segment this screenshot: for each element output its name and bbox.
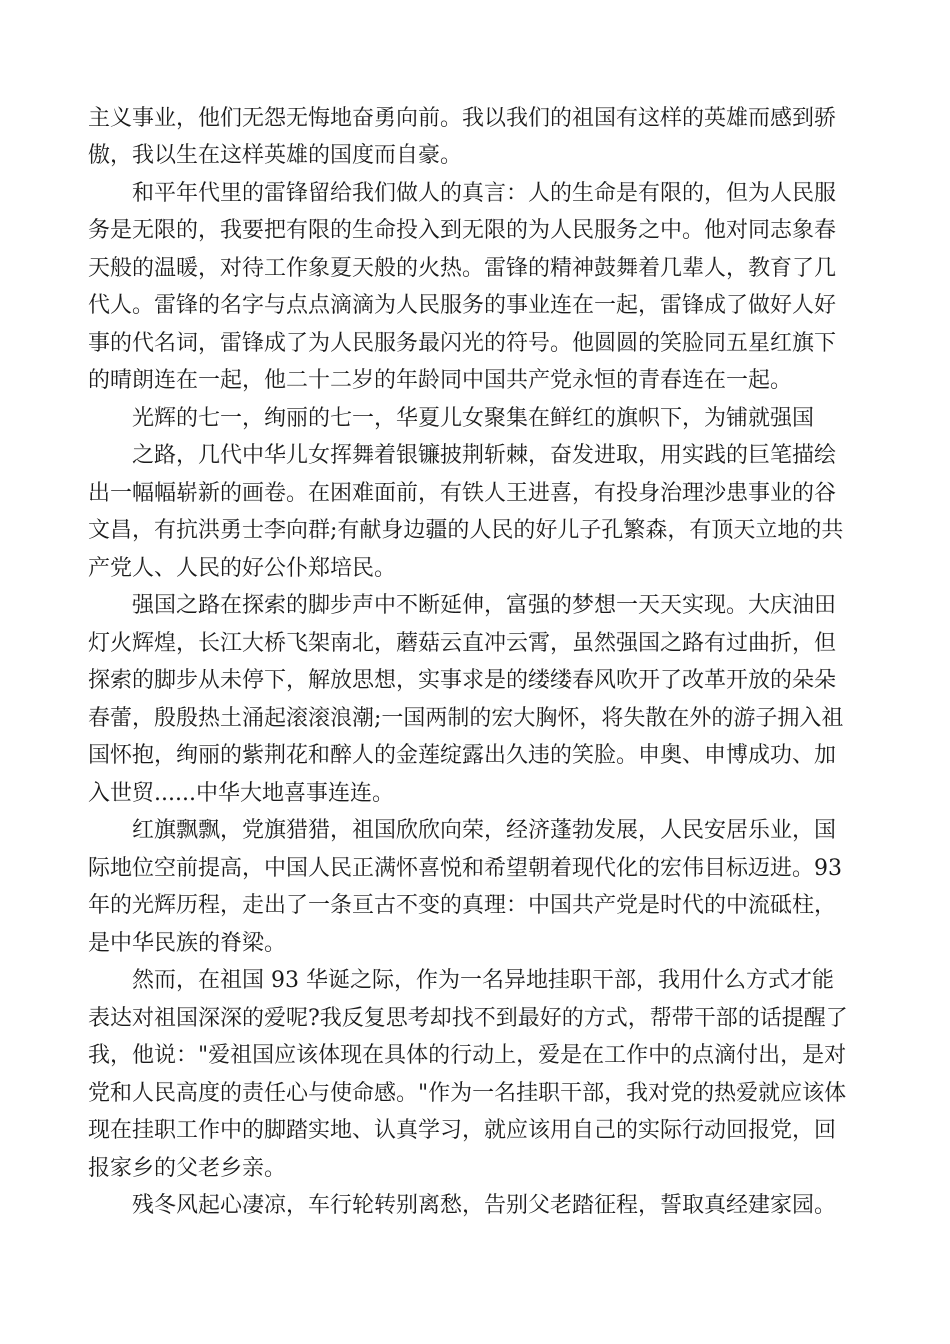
text-line: 探索的脚步从未停下，解放思想，实事求是的缕缕春风吹开了改革开放的朵朵: [88, 668, 837, 693]
text-line: 国怀抱，绚丽的紫荆花和醉人的金莲绽露出久违的笑脸。申奥、申博成功、加: [88, 743, 837, 768]
text-line: 务是无限的，我要把有限的生命投入到无限的为人民服务之中。他对同志象春: [88, 218, 837, 243]
paragraph-first-line: 和平年代里的雷锋留给我们做人的真言：人的生命是有限的，但为人民服: [132, 181, 837, 206]
text-line: 文昌，有抗洪勇士李向群;有献身边疆的人民的好儿子孔繁森，有顶天立地的共: [88, 518, 844, 543]
text-line: 党和人民高度的责任心与使命感。"作为一名挂职干部，我对党的热爱就应该体: [88, 1081, 847, 1106]
text-line: 入世贸......中华大地喜事连连。: [88, 781, 394, 806]
text-line: 代人。雷锋的名字与点点滴滴为人民服务的事业连在一起，雷锋成了做好人好: [88, 293, 837, 318]
paragraph-first-line: 然而，在祖国 93 华诞之际，作为一名异地挂职干部，我用什么方式才能: [132, 968, 834, 993]
paragraph-first-line: 残冬风起心凄凉，车行轮转别离愁，告别父老踏征程，誓取真经建家园。: [132, 1193, 837, 1218]
text-line: 年的光辉历程，走出了一条亘古不变的真理：中国共产党是时代的中流砥柱，: [88, 893, 837, 918]
text-line: 事的代名词，雷锋成了为人民服务最闪光的符号。他圆圆的笑脸同五星红旗下: [88, 331, 837, 356]
text-line: 灯火辉煌，长江大桥飞架南北，蘑菇云直冲云霄，虽然强国之路有过曲折，但: [88, 631, 837, 656]
paragraph-first-line: 红旗飘飘，党旗猎猎，祖国欣欣向荣，经济蓬勃发展，人民安居乐业，国: [132, 818, 837, 843]
text-line: 产党人、人民的好公仆郑培民。: [88, 556, 397, 581]
text-line: 春蕾，殷殷热土涌起滚滚浪潮;一国两制的宏大胸怀，将失散在外的游子拥入祖: [88, 706, 844, 731]
text-line: 表达对祖国深深的爱呢?我反复思考却找不到最好的方式，帮带干部的话提醒了: [88, 1006, 848, 1031]
text-line: 是中华民族的脊梁。: [88, 931, 287, 956]
text-line: 我，他说："爱祖国应该体现在具体的行动上，爱是在工作中的点滴付出，是对: [88, 1043, 847, 1068]
text-line: 傲，我以生在这样英雄的国度而自豪。: [88, 143, 463, 168]
paragraph-first-line: 强国之路在探索的脚步声中不断延伸，富强的梦想一天天实现。大庆油田: [132, 593, 837, 618]
text-line: 之路，几代中华儿女挥舞着银镰披荆斩棘，奋发进取，用实践的巨笔描绘: [132, 443, 837, 468]
text-line: 的晴朗连在一起，他二十二岁的年龄同中国共产党永恒的青春连在一起。: [88, 368, 793, 393]
paragraph-first-line: 光辉的七一，绚丽的七一，华夏儿女聚集在鲜红的旗帜下，为铺就强国: [132, 406, 815, 431]
text-line: 主义事业，他们无怨无悔地奋勇向前。我以我们的祖国有这样的英雄而感到骄: [88, 106, 837, 131]
text-line: 出一幅幅崭新的画卷。在困难面前，有铁人王进喜，有投身治理沙患事业的谷: [88, 481, 837, 506]
text-line: 天般的温暖，对待工作象夏天般的火热。雷锋的精神鼓舞着几辈人，教育了几: [88, 256, 837, 281]
text-line: 际地位空前提高，中国人民正满怀喜悦和希望朝着现代化的宏伟目标迈进。93: [88, 856, 842, 881]
text-line: 报家乡的父老乡亲。: [88, 1156, 287, 1181]
text-line: 现在挂职工作中的脚踏实地、认真学习，就应该用自己的实际行动回报党，回: [88, 1118, 837, 1143]
